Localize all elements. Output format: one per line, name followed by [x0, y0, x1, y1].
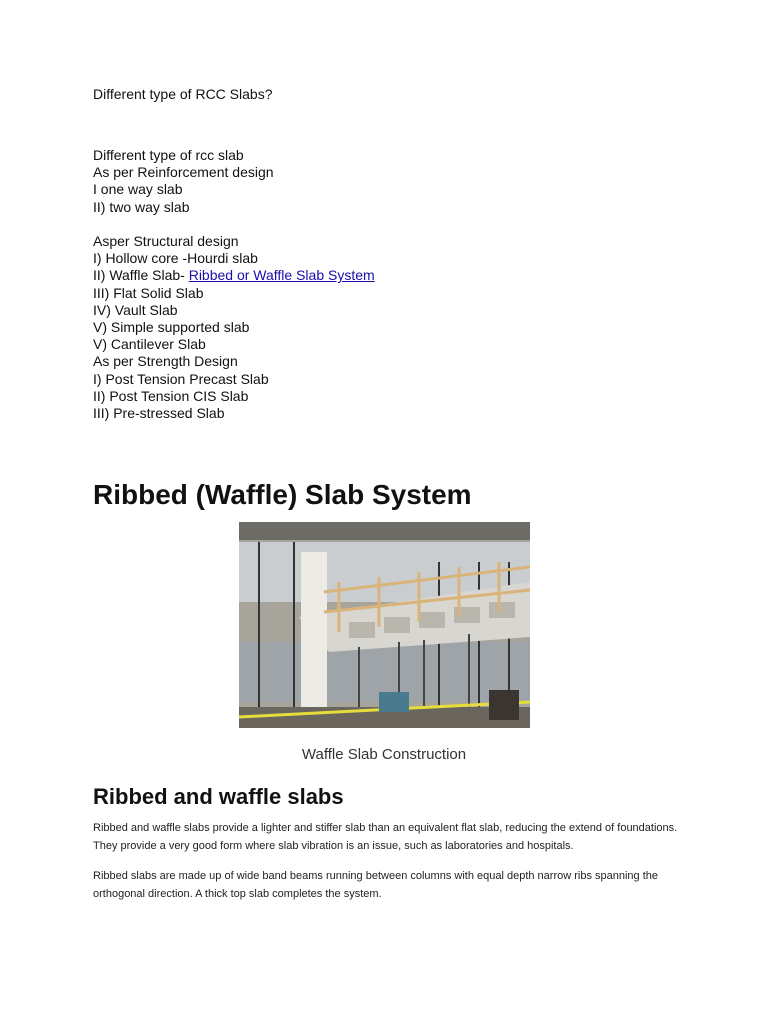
list-item: I) Post Tension Precast Slab [93, 370, 269, 387]
waffle-prefix: II) Waffle Slab- [93, 267, 189, 284]
list-item-waffle [93, 267, 375, 284]
list-item: III) Pre-stressed Slab [93, 405, 225, 422]
waffle-slab-photo [239, 522, 530, 728]
list-item: I one way slab [93, 181, 183, 198]
section-heading: Ribbed (Waffle) Slab System [93, 479, 472, 510]
list-item: II) Post Tension CIS Slab [93, 387, 249, 404]
list-item: II) two way slab [93, 198, 190, 215]
list-item: Asper Structural design [93, 233, 239, 250]
waffle-slab-link[interactable]: Ribbed or Waffle Slab System [188, 267, 375, 284]
list-item: I) Hollow core -Hourdi slab [93, 250, 258, 267]
list-item: As per Strength Design [93, 353, 238, 370]
image-caption: Waffle Slab Construction [301, 746, 467, 763]
list-item: V) Simple supported slab [93, 319, 250, 336]
list-item: Different type of rcc slab [93, 147, 244, 163]
list-item: III) Flat Solid Slab [93, 284, 204, 301]
list-item: IV) Vault Slab [93, 301, 178, 318]
list-spacer [93, 216, 375, 233]
paragraph: Ribbed and waffle slabs provide a lighter and stiffer slab than an equivalent flat slab, reducing the extend of foundations. They provide a very good form where slab vibration is an issue, such as laboratories and hospitals. [93, 822, 678, 852]
construction-image [239, 522, 530, 728]
list-item: As per Reinforcement design [93, 164, 274, 181]
paragraph: Ribbed slabs are made up of wide band beams running between columns with equal depth narrow ribs spanning the orthogonal direction. A thick top slab completes the system. [93, 870, 659, 900]
slab-type-list [93, 147, 375, 422]
question-text: Different type of RCC Slabs? [93, 86, 273, 102]
subsection-heading: Ribbed and waffle slabs [93, 784, 344, 809]
list-item: V) Cantilever Slab [93, 336, 206, 353]
